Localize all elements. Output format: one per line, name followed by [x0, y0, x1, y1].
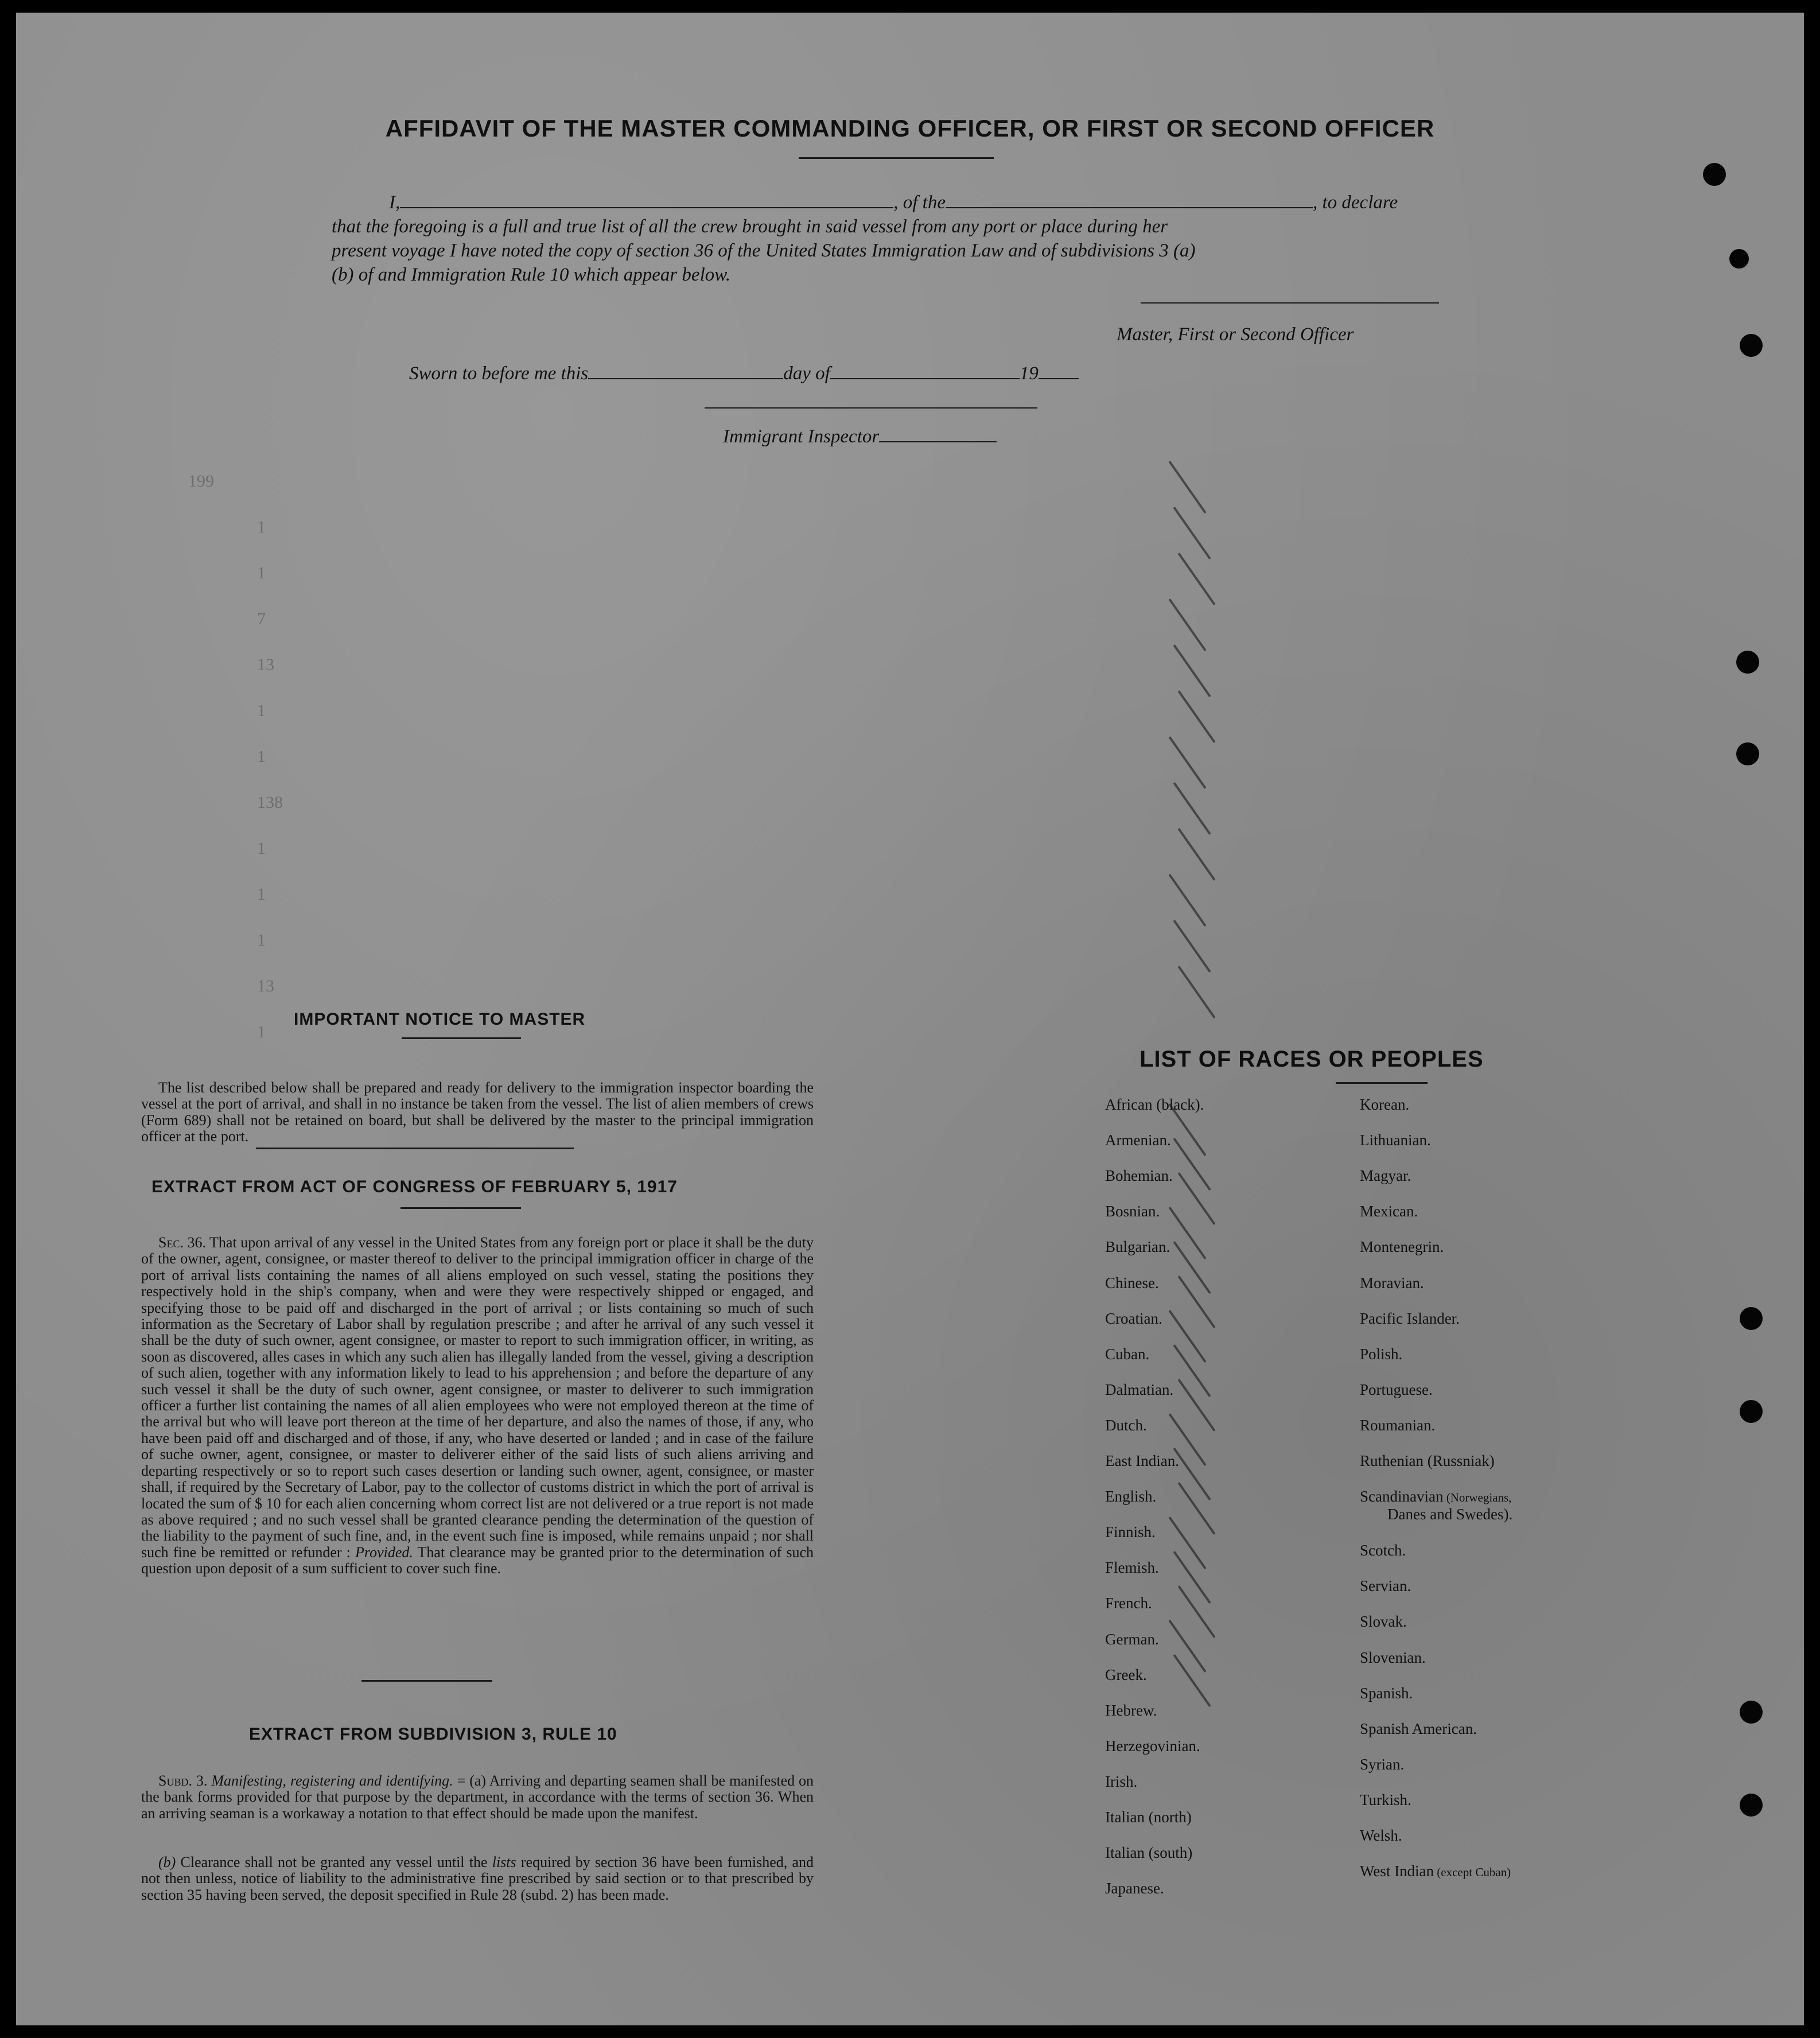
- tick-stroke: [1177, 1275, 1215, 1328]
- affidavit-title: AFFIDAVIT OF THE MASTER COMMANDING OFFICER, OR FIRST OR SECOND OFFICER: [385, 115, 1435, 142]
- tick-stroke: [1173, 920, 1211, 973]
- race-label: Magyar.: [1360, 1167, 1411, 1185]
- sworn-prefix: Sworn to before me this: [409, 363, 589, 384]
- race-label: Montenegrin.: [1360, 1238, 1444, 1256]
- race-label: Polish.: [1360, 1345, 1403, 1363]
- act-body-end: That clearance may be granted prior to the determination of such question upon deposit of a sum sufficient to cover such fine.: [141, 1543, 814, 1577]
- rule-para-a: [141, 1773, 814, 1822]
- race-item: Bohemian.: [1105, 1167, 1173, 1185]
- race-label: Spanish American.: [1360, 1720, 1477, 1737]
- affidavit-suffix: , to declare: [1312, 192, 1398, 213]
- race-item: [1360, 1862, 1511, 1880]
- races-rule: [1336, 1082, 1428, 1084]
- race-label: Welsh.: [1360, 1827, 1402, 1844]
- ghost-number: 13: [257, 655, 274, 674]
- tick-stroke: [1168, 1310, 1206, 1363]
- tick-stroke: [1177, 1585, 1215, 1638]
- race-note: (except Cuban): [1434, 1865, 1511, 1880]
- race-label: Korean.: [1360, 1096, 1410, 1113]
- signature-line: [1141, 302, 1439, 304]
- sworn-day-blank: [588, 378, 783, 379]
- race-item: Dalmatian.: [1105, 1380, 1174, 1398]
- race-item: Japanese.: [1105, 1880, 1164, 1897]
- act-sec-label: Sec. 36.: [158, 1234, 206, 1251]
- tick-stroke: [1173, 644, 1211, 697]
- name-blank: [400, 207, 893, 208]
- tick-stroke: [1173, 1551, 1211, 1604]
- tick-stroke: [1173, 1138, 1211, 1191]
- signature-label: Master, First or Second Officer: [1117, 324, 1354, 345]
- binder-hole: [1740, 1400, 1763, 1423]
- race-label: Ruthenian (Russniak): [1360, 1452, 1495, 1469]
- binder-hole: [1740, 1794, 1763, 1817]
- rule-para-b-post: required by section 36 have been furnished, and not then unless, notice of liability to the administrative fine prescribed by said section or to that prescribed by section 35 having been served, the deposit specified in Rule 28 (subd. 2) has been made.: [141, 1854, 814, 1903]
- tick-stroke: [1168, 1620, 1206, 1673]
- race-item: [1360, 1417, 1435, 1434]
- sworn-month-blank: [830, 378, 1020, 379]
- race-item: [1360, 1827, 1402, 1845]
- ghost-number: 1: [257, 885, 266, 904]
- race-label: Scotch.: [1360, 1542, 1406, 1559]
- binder-hole: [1740, 334, 1763, 357]
- rule-para-b: [141, 1854, 814, 1903]
- binder-hole: [1729, 249, 1749, 269]
- race-item: Italian (north): [1105, 1808, 1192, 1826]
- race-item: [1360, 1542, 1406, 1559]
- tick-stroke: [1177, 690, 1215, 743]
- tick-stroke: [1173, 782, 1211, 835]
- sworn-line: [409, 361, 1079, 386]
- race-item: [1360, 1096, 1409, 1114]
- race-item: Hebrew.: [1105, 1701, 1157, 1719]
- race-label: Slovenian.: [1360, 1648, 1426, 1666]
- race-item: [1360, 1452, 1495, 1470]
- ghost-number: 1: [257, 518, 266, 536]
- race-item: [1360, 1203, 1418, 1220]
- race-label: Mexican.: [1360, 1203, 1418, 1220]
- rule-para-b-label: (b): [158, 1854, 176, 1870]
- rule-para-a-text: = (a) Arriving and departing seamen shall be manifested on the bank forms provided for that purpose by the department, in accordance with the terms of section 36. When an arriving seaman is a workaway a notation to that effect should be made upon the manifest.: [141, 1772, 814, 1822]
- race-item: [1360, 1649, 1426, 1667]
- race-item: [1360, 1577, 1411, 1595]
- race-label: Spanish.: [1360, 1684, 1413, 1702]
- race-label: Portuguese.: [1360, 1380, 1433, 1398]
- race-label: Pacific Islander.: [1360, 1309, 1460, 1327]
- ghost-number: 1: [257, 1022, 266, 1041]
- race-note-line2: Danes and Swedes).: [1387, 1506, 1513, 1523]
- affidavit-line-4: (b) of and Immigration Rule 10 which appear below.: [332, 265, 731, 285]
- race-item: Greek.: [1105, 1666, 1147, 1683]
- rule-heading: EXTRACT FROM SUBDIVISION 3, RULE 10: [249, 1725, 617, 1744]
- race-item: Armenian.: [1105, 1131, 1171, 1149]
- affidavit-line-1: [389, 190, 1398, 215]
- rule-subd-title: Manifesting, registering and identifying.: [211, 1772, 453, 1789]
- race-item: French.: [1105, 1594, 1152, 1612]
- race-item: Bosnian.: [1105, 1203, 1160, 1220]
- tick-stroke: [1168, 736, 1206, 789]
- binder-hole: [1736, 651, 1759, 674]
- race-item: Cuban.: [1105, 1345, 1150, 1363]
- race-item: [1360, 1756, 1404, 1773]
- title-underline: [799, 157, 994, 159]
- tick-stroke: [1177, 553, 1215, 605]
- race-item: [1360, 1613, 1407, 1631]
- tick-stroke: [1177, 1172, 1215, 1225]
- race-item: African (black).: [1105, 1096, 1204, 1113]
- notice-text: The list described below shall be prepared and ready for delivery to the immigration inspector boarding the vessel at the port of arrival, and shall in no instance be taken from the vessel. The list of alien members of crews (Form 689) shall not be retained on board, but shall be delivered by the master to the principal immigration officer at the port.: [141, 1079, 814, 1145]
- race-item: Chinese.: [1105, 1274, 1159, 1292]
- ghost-number: 138: [257, 793, 283, 812]
- tick-stroke: [1173, 1344, 1211, 1397]
- affidavit-mid: , of the: [893, 192, 946, 213]
- notice-rule: [402, 1037, 521, 1039]
- race-label: Lithuanian.: [1360, 1131, 1431, 1149]
- tick-stroke: [1168, 461, 1206, 514]
- tick-stroke: [1177, 828, 1215, 881]
- tick-stroke: [1177, 966, 1215, 1018]
- tick-stroke: [1173, 1654, 1211, 1707]
- sworn-year: 19: [1019, 363, 1039, 384]
- races-title: LIST OF RACES OR PEOPLES: [1140, 1047, 1484, 1072]
- race-label: Servian.: [1360, 1577, 1411, 1595]
- vessel-blank: [946, 207, 1313, 208]
- inspector-label: Immigrant Inspector: [723, 426, 880, 447]
- act-provided: Provided.: [355, 1543, 413, 1561]
- act-heading: EXTRACT FROM ACT OF CONGRESS OF FEBRUARY 5, 1917: [151, 1177, 678, 1196]
- document-page: [16, 13, 1804, 2025]
- tick-stroke: [1177, 1379, 1215, 1432]
- ghost-number: 13: [257, 977, 274, 995]
- race-item: Dutch.: [1105, 1416, 1147, 1434]
- race-label: West Indian: [1360, 1862, 1434, 1880]
- race-item: [1360, 1167, 1411, 1185]
- race-item: Croatian.: [1105, 1309, 1162, 1327]
- race-item: [1360, 1345, 1402, 1363]
- sworn-day-of: day of: [783, 363, 830, 384]
- race-note: (Norwegians,: [1443, 1491, 1512, 1505]
- race-item: [1360, 1131, 1431, 1149]
- notice-heading: IMPORTANT NOTICE TO MASTER: [294, 1010, 586, 1029]
- ghost-number: 1: [257, 931, 266, 950]
- race-item: English.: [1105, 1488, 1157, 1506]
- race-item: [1360, 1310, 1460, 1328]
- tick-stroke: [1173, 1241, 1211, 1294]
- affidavit-line-2: that the foregoing is a full and true list of all the crew brought in said vessel from any port or place during her: [332, 216, 1168, 237]
- race-item: East Indian.: [1105, 1452, 1179, 1469]
- race-item: [1360, 1274, 1424, 1292]
- rule-subd-label: Subd. 3.: [158, 1772, 208, 1789]
- race-item: [1360, 1488, 1512, 1523]
- race-label: Syrian.: [1360, 1755, 1405, 1773]
- race-label: Scandinavian: [1360, 1488, 1444, 1506]
- act-bottom-rule: [361, 1680, 492, 1682]
- race-item: Herzegovinian.: [1105, 1737, 1200, 1755]
- race-item: [1360, 1381, 1433, 1399]
- tick-stroke: [1177, 1482, 1215, 1535]
- tick-stroke: [1168, 1516, 1206, 1569]
- inspector-line: [723, 425, 997, 449]
- tick-stroke: [1168, 874, 1206, 927]
- inspector-blank: [879, 441, 997, 442]
- rule-para-b-pre: Clearance shall not be granted any vessel until the: [180, 1854, 488, 1870]
- ghost-number: 199: [188, 472, 214, 491]
- tick-stroke: [1168, 1207, 1206, 1259]
- inspector-sign-line: [705, 407, 1037, 409]
- race-item: German.: [1105, 1630, 1159, 1648]
- ghost-number: 7: [257, 609, 266, 628]
- binder-hole: [1740, 1307, 1763, 1330]
- ghost-number: 1: [257, 563, 266, 582]
- sworn-year-blank: [1039, 378, 1079, 379]
- race-item: [1360, 1685, 1413, 1702]
- race-label: Roumanian.: [1360, 1416, 1436, 1434]
- rule-para-b-lists: lists: [492, 1854, 516, 1870]
- race-item: [1360, 1720, 1477, 1738]
- race-label: Turkish.: [1360, 1791, 1411, 1808]
- act-rule: [400, 1207, 521, 1209]
- act-text: [141, 1235, 814, 1577]
- tick-stroke: [1168, 598, 1206, 651]
- race-item: Finnish.: [1105, 1523, 1156, 1541]
- race-item: Irish.: [1105, 1772, 1138, 1790]
- race-item: Bulgarian.: [1105, 1238, 1170, 1256]
- act-body: That upon arrival of any vessel in the United States from any foreign port or place it shall be the duty of the owner, agent, consignee, or master thereof to deliver to the principal immigration officer in charge of the port of arrival lists containing the names of all aliens employed on such vessel, stating the positions they respectively hold in the ship's company, when and were they were respectively shipped or engaged, and specifying those to be paid off and discharged in the port of arrival ; or lists containing so much of such information as the Secretary of Labor shall by regulation prescribe ; and after he arrival of any such vessel it shall be the duty of such owner, agent consignee, or master to report to such immigration officer, in writing, as soon as discovered, alles cases in which any such alien has illegally landed from the vessel, giving a description of such alien, together with any information likely to lead to his apprehension ; and before the departure of any such vessel it shall be the duty of such owner, agent consignee, or master to deliverer to such immigration officer a further list containing the names of all alien employees who were not employed thereon at the time of the arrival but who will leave port thereon at the time of her departure, and also the names of those, if any, who have been paid off and discharged and of those, if any, who have deserted or landed ; and in case of the failure of suche owner, agent, consignee, or master to deliverer either of the said lists of such aliens arriving and departing respectively or so to report such cases desertion or landing such owner, agent, consignee, or master shall, if required by the Secretary of Labor, pay to the collector of customs district in which the port of arrival is located the sum of $ 10 for each alien concerning whom correct list are not delivered or a true report is not made as above required ; and no such vessel shall be granted clearance pending the determination of the question of the liability to the payment of such fine, and, in the event such fine is imposed, while remains unpaid ; nor shall such fine be remitted or refunder :: [141, 1234, 814, 1561]
- race-label: Moravian.: [1360, 1274, 1424, 1292]
- race-label: Slovak.: [1360, 1613, 1407, 1631]
- notice-bottom-rule: [256, 1148, 574, 1149]
- ghost-number: 1: [257, 839, 266, 858]
- race-item: Flemish.: [1105, 1559, 1159, 1577]
- tick-stroke: [1173, 507, 1211, 559]
- affidavit-line-3: present voyage I have noted the copy of section 36 of the United States Immigration Law and of subdivisions 3 (a): [332, 240, 1196, 261]
- ghost-number: 1: [257, 701, 266, 720]
- binder-hole: [1703, 163, 1726, 186]
- race-item: Italian (south): [1105, 1844, 1193, 1862]
- ghost-number: 1: [257, 747, 266, 766]
- race-item: [1360, 1791, 1411, 1809]
- race-item: [1360, 1238, 1444, 1256]
- affidavit-prefix: I,: [389, 192, 400, 213]
- binder-hole: [1740, 1701, 1763, 1724]
- binder-hole: [1736, 742, 1759, 765]
